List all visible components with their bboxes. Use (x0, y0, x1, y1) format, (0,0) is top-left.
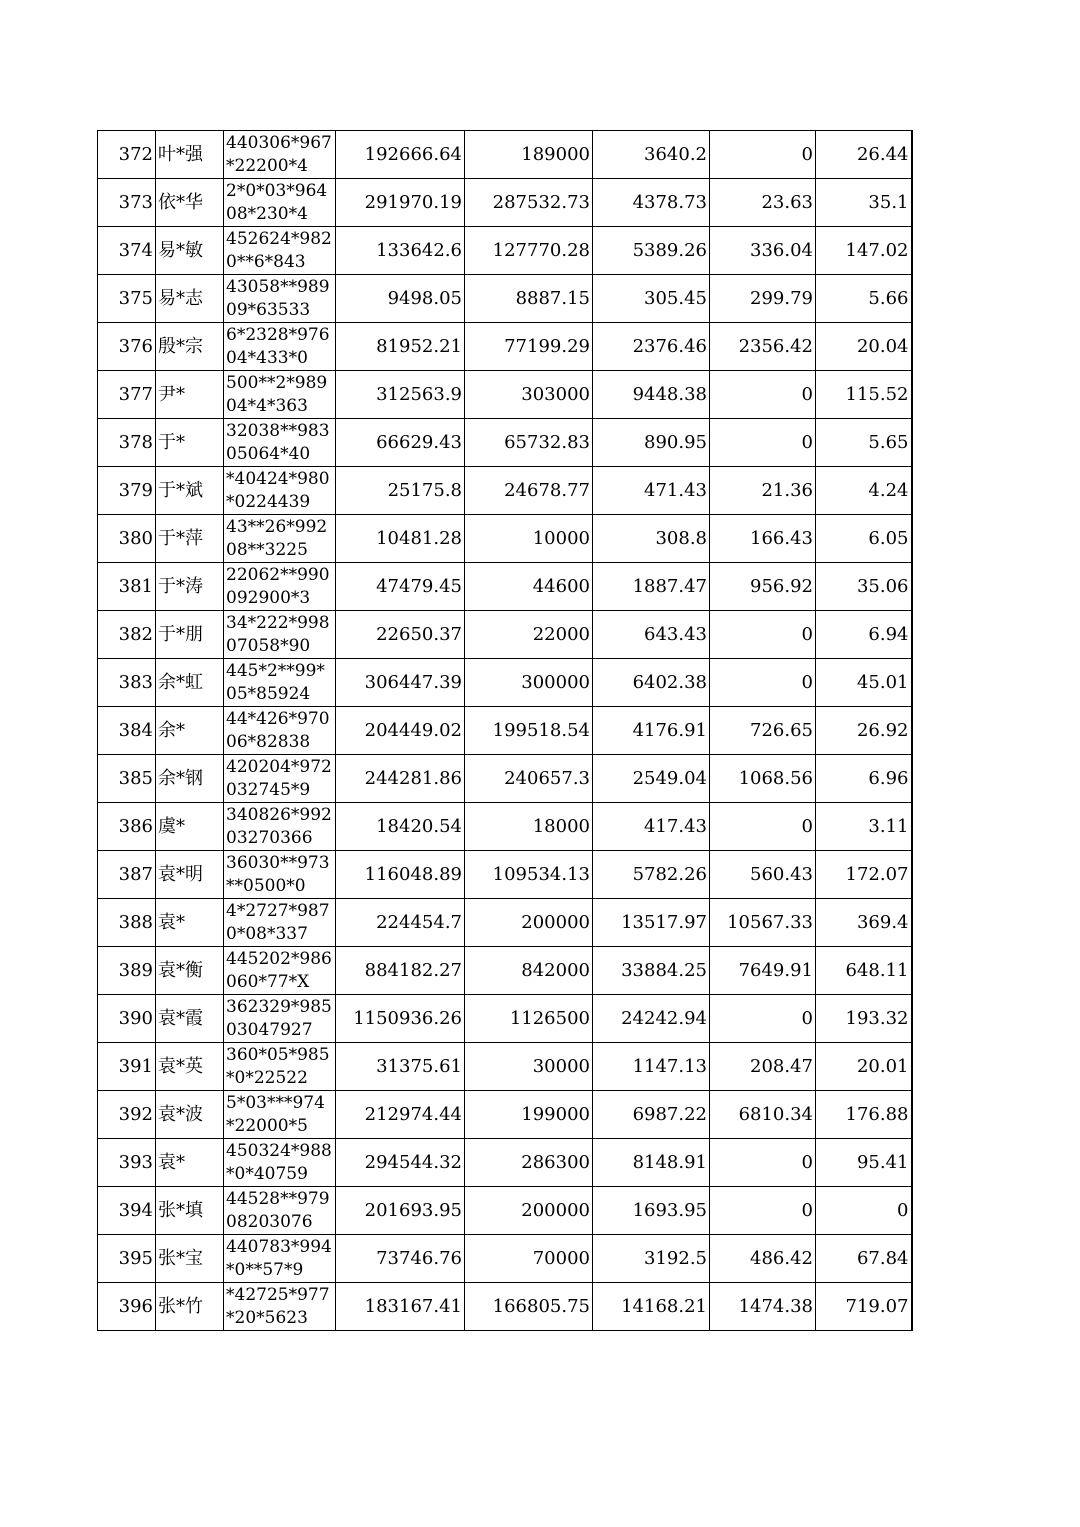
amount-total-cell: 116048.89 (336, 851, 465, 899)
amount-d-cell: 0 (710, 611, 816, 659)
amount-total-cell: 9498.05 (336, 275, 465, 323)
table-body (98, 131, 912, 1331)
name-cell: 尹* (156, 371, 224, 419)
amount-d-cell: 0 (710, 995, 816, 1043)
amount-principal-cell: 200000 (465, 1187, 593, 1235)
amount-d-cell: 6810.34 (710, 1091, 816, 1139)
id-number-cell: 2*0*03*96408*230*4 (224, 179, 336, 227)
row-number-cell: 391 (98, 1043, 156, 1091)
id-number-cell: 32038**98305064*40 (224, 419, 336, 467)
table-row (98, 371, 912, 419)
id-number-cell: 452624*9820**6*843 (224, 227, 336, 275)
data-table (97, 130, 913, 1331)
amount-total-cell: 201693.95 (336, 1187, 465, 1235)
amount-d-cell: 0 (710, 1139, 816, 1187)
amount-total-cell: 18420.54 (336, 803, 465, 851)
name-cell: 易*志 (156, 275, 224, 323)
amount-d-cell: 10567.33 (710, 899, 816, 947)
row-number-cell: 382 (98, 611, 156, 659)
row-number-cell: 386 (98, 803, 156, 851)
amount-e-cell: 176.88 (816, 1091, 912, 1139)
row-number-cell: 395 (98, 1235, 156, 1283)
table-row (98, 515, 912, 563)
amount-e-cell: 193.32 (816, 995, 912, 1043)
amount-total-cell: 73746.76 (336, 1235, 465, 1283)
id-number-cell: 44528**97908203076 (224, 1187, 336, 1235)
name-cell: 易*敏 (156, 227, 224, 275)
table-row (98, 1043, 912, 1091)
amount-e-cell: 719.07 (816, 1283, 912, 1331)
amount-total-cell: 306447.39 (336, 659, 465, 707)
amount-total-cell: 31375.61 (336, 1043, 465, 1091)
id-number-cell: 5*03***974*22000*5 (224, 1091, 336, 1139)
table-row (98, 1283, 912, 1331)
table-row (98, 803, 912, 851)
amount-d-cell: 0 (710, 131, 816, 179)
amount-d-cell: 0 (710, 803, 816, 851)
row-number-cell: 374 (98, 227, 156, 275)
table-row (98, 1235, 912, 1283)
amount-d-cell: 486.42 (710, 1235, 816, 1283)
id-number-cell: 362329*98503047927 (224, 995, 336, 1043)
amount-total-cell: 133642.6 (336, 227, 465, 275)
id-number-cell: 450324*988*0*40759 (224, 1139, 336, 1187)
name-cell: 袁* (156, 899, 224, 947)
amount-c-cell: 471.43 (593, 467, 710, 515)
id-number-cell: 420204*972032745*9 (224, 755, 336, 803)
table-row (98, 1187, 912, 1235)
table-row (98, 899, 912, 947)
amount-e-cell: 115.52 (816, 371, 912, 419)
name-cell: 张*竹 (156, 1283, 224, 1331)
amount-c-cell: 33884.25 (593, 947, 710, 995)
id-number-cell: 440783*994*0**57*9 (224, 1235, 336, 1283)
id-number-cell: 440306*967*22200*4 (224, 131, 336, 179)
row-number-cell: 376 (98, 323, 156, 371)
amount-c-cell: 1693.95 (593, 1187, 710, 1235)
id-number-cell: 360*05*985*0*22522 (224, 1043, 336, 1091)
name-cell: 虞* (156, 803, 224, 851)
amount-total-cell: 1150936.26 (336, 995, 465, 1043)
amount-c-cell: 8148.91 (593, 1139, 710, 1187)
amount-total-cell: 291970.19 (336, 179, 465, 227)
amount-d-cell: 956.92 (710, 563, 816, 611)
row-number-cell: 383 (98, 659, 156, 707)
row-number-cell: 379 (98, 467, 156, 515)
amount-e-cell: 26.92 (816, 707, 912, 755)
amount-principal-cell: 109534.13 (465, 851, 593, 899)
amount-c-cell: 1887.47 (593, 563, 710, 611)
amount-d-cell: 560.43 (710, 851, 816, 899)
amount-total-cell: 884182.27 (336, 947, 465, 995)
row-number-cell: 373 (98, 179, 156, 227)
amount-principal-cell: 44600 (465, 563, 593, 611)
amount-principal-cell: 22000 (465, 611, 593, 659)
amount-e-cell: 20.04 (816, 323, 912, 371)
amount-principal-cell: 77199.29 (465, 323, 593, 371)
amount-c-cell: 3640.2 (593, 131, 710, 179)
table-row (98, 323, 912, 371)
amount-principal-cell: 303000 (465, 371, 593, 419)
row-number-cell: 384 (98, 707, 156, 755)
amount-total-cell: 10481.28 (336, 515, 465, 563)
amount-c-cell: 5389.26 (593, 227, 710, 275)
amount-e-cell: 6.94 (816, 611, 912, 659)
amount-principal-cell: 8887.15 (465, 275, 593, 323)
amount-c-cell: 13517.97 (593, 899, 710, 947)
amount-total-cell: 183167.41 (336, 1283, 465, 1331)
amount-d-cell: 299.79 (710, 275, 816, 323)
row-number-cell: 377 (98, 371, 156, 419)
amount-principal-cell: 30000 (465, 1043, 593, 1091)
amount-total-cell: 204449.02 (336, 707, 465, 755)
amount-d-cell: 726.65 (710, 707, 816, 755)
table-row (98, 1139, 912, 1187)
id-number-cell: *42725*977*20*5623 (224, 1283, 336, 1331)
amount-e-cell: 369.4 (816, 899, 912, 947)
amount-principal-cell: 24678.77 (465, 467, 593, 515)
name-cell: 袁*波 (156, 1091, 224, 1139)
table-row (98, 851, 912, 899)
amount-c-cell: 4378.73 (593, 179, 710, 227)
amount-c-cell: 4176.91 (593, 707, 710, 755)
amount-e-cell: 5.66 (816, 275, 912, 323)
table-row (98, 659, 912, 707)
amount-d-cell: 2356.42 (710, 323, 816, 371)
amount-principal-cell: 10000 (465, 515, 593, 563)
amount-e-cell: 172.07 (816, 851, 912, 899)
amount-d-cell: 21.36 (710, 467, 816, 515)
row-number-cell: 393 (98, 1139, 156, 1187)
id-number-cell: 4*2727*9870*08*337 (224, 899, 336, 947)
row-number-cell: 387 (98, 851, 156, 899)
table-row (98, 1091, 912, 1139)
amount-d-cell: 7649.91 (710, 947, 816, 995)
amount-d-cell: 0 (710, 1187, 816, 1235)
row-number-cell: 388 (98, 899, 156, 947)
amount-total-cell: 47479.45 (336, 563, 465, 611)
amount-total-cell: 25175.8 (336, 467, 465, 515)
id-number-cell: 43058**98909*63533 (224, 275, 336, 323)
amount-c-cell: 643.43 (593, 611, 710, 659)
amount-e-cell: 648.11 (816, 947, 912, 995)
table-row (98, 419, 912, 467)
table-row (98, 611, 912, 659)
name-cell: 张*填 (156, 1187, 224, 1235)
amount-c-cell: 6987.22 (593, 1091, 710, 1139)
amount-c-cell: 14168.21 (593, 1283, 710, 1331)
id-number-cell: 44*426*97006*82838 (224, 707, 336, 755)
amount-principal-cell: 199518.54 (465, 707, 593, 755)
amount-principal-cell: 286300 (465, 1139, 593, 1187)
amount-e-cell: 147.02 (816, 227, 912, 275)
amount-e-cell: 45.01 (816, 659, 912, 707)
amount-c-cell: 2376.46 (593, 323, 710, 371)
name-cell: 殷*宗 (156, 323, 224, 371)
id-number-cell: 43**26*99208**3225 (224, 515, 336, 563)
name-cell: 于* (156, 419, 224, 467)
name-cell: 叶*强 (156, 131, 224, 179)
row-number-cell: 389 (98, 947, 156, 995)
amount-e-cell: 0 (816, 1187, 912, 1235)
id-number-cell: *40424*980*0224439 (224, 467, 336, 515)
amount-c-cell: 9448.38 (593, 371, 710, 419)
amount-d-cell: 1068.56 (710, 755, 816, 803)
name-cell: 于*斌 (156, 467, 224, 515)
table-row (98, 563, 912, 611)
amount-total-cell: 81952.21 (336, 323, 465, 371)
table-row (98, 707, 912, 755)
amount-e-cell: 5.65 (816, 419, 912, 467)
amount-c-cell: 1147.13 (593, 1043, 710, 1091)
table-row (98, 131, 912, 179)
amount-principal-cell: 65732.83 (465, 419, 593, 467)
amount-total-cell: 294544.32 (336, 1139, 465, 1187)
name-cell: 余* (156, 707, 224, 755)
amount-c-cell: 3192.5 (593, 1235, 710, 1283)
amount-e-cell: 95.41 (816, 1139, 912, 1187)
amount-principal-cell: 127770.28 (465, 227, 593, 275)
row-number-cell: 394 (98, 1187, 156, 1235)
amount-c-cell: 308.8 (593, 515, 710, 563)
amount-e-cell: 35.06 (816, 563, 912, 611)
name-cell: 余*钢 (156, 755, 224, 803)
amount-c-cell: 890.95 (593, 419, 710, 467)
amount-c-cell: 417.43 (593, 803, 710, 851)
row-number-cell: 392 (98, 1091, 156, 1139)
name-cell: 余*虹 (156, 659, 224, 707)
amount-total-cell: 66629.43 (336, 419, 465, 467)
amount-e-cell: 67.84 (816, 1235, 912, 1283)
amount-d-cell: 23.63 (710, 179, 816, 227)
name-cell: 于*涛 (156, 563, 224, 611)
amount-total-cell: 244281.86 (336, 755, 465, 803)
id-number-cell: 6*2328*97604*433*0 (224, 323, 336, 371)
table-row (98, 995, 912, 1043)
name-cell: 于*朋 (156, 611, 224, 659)
amount-c-cell: 305.45 (593, 275, 710, 323)
amount-d-cell: 0 (710, 659, 816, 707)
amount-e-cell: 6.96 (816, 755, 912, 803)
amount-total-cell: 312563.9 (336, 371, 465, 419)
id-number-cell: 445*2**99*05*85924 (224, 659, 336, 707)
amount-e-cell: 6.05 (816, 515, 912, 563)
row-number-cell: 381 (98, 563, 156, 611)
amount-principal-cell: 300000 (465, 659, 593, 707)
table-row (98, 179, 912, 227)
row-number-cell: 372 (98, 131, 156, 179)
name-cell: 袁*明 (156, 851, 224, 899)
name-cell: 依*华 (156, 179, 224, 227)
amount-principal-cell: 240657.3 (465, 755, 593, 803)
table-row (98, 227, 912, 275)
amount-d-cell: 0 (710, 371, 816, 419)
name-cell: 张*宝 (156, 1235, 224, 1283)
amount-principal-cell: 70000 (465, 1235, 593, 1283)
row-number-cell: 385 (98, 755, 156, 803)
amount-e-cell: 4.24 (816, 467, 912, 515)
amount-e-cell: 20.01 (816, 1043, 912, 1091)
amount-principal-cell: 1126500 (465, 995, 593, 1043)
id-number-cell: 500**2*98904*4*363 (224, 371, 336, 419)
amount-principal-cell: 189000 (465, 131, 593, 179)
table-row (98, 755, 912, 803)
amount-d-cell: 336.04 (710, 227, 816, 275)
amount-total-cell: 22650.37 (336, 611, 465, 659)
amount-total-cell: 212974.44 (336, 1091, 465, 1139)
amount-d-cell: 1474.38 (710, 1283, 816, 1331)
amount-principal-cell: 200000 (465, 899, 593, 947)
amount-c-cell: 2549.04 (593, 755, 710, 803)
id-number-cell: 36030**973**0500*0 (224, 851, 336, 899)
id-number-cell: 445202*986060*77*X (224, 947, 336, 995)
row-number-cell: 380 (98, 515, 156, 563)
amount-c-cell: 24242.94 (593, 995, 710, 1043)
amount-principal-cell: 287532.73 (465, 179, 593, 227)
amount-principal-cell: 842000 (465, 947, 593, 995)
amount-d-cell: 166.43 (710, 515, 816, 563)
row-number-cell: 390 (98, 995, 156, 1043)
table-row (98, 467, 912, 515)
row-number-cell: 396 (98, 1283, 156, 1331)
name-cell: 于*萍 (156, 515, 224, 563)
row-number-cell: 378 (98, 419, 156, 467)
amount-c-cell: 5782.26 (593, 851, 710, 899)
name-cell: 袁*英 (156, 1043, 224, 1091)
table-row (98, 947, 912, 995)
amount-c-cell: 6402.38 (593, 659, 710, 707)
name-cell: 袁*衡 (156, 947, 224, 995)
amount-e-cell: 26.44 (816, 131, 912, 179)
amount-principal-cell: 166805.75 (465, 1283, 593, 1331)
amount-total-cell: 192666.64 (336, 131, 465, 179)
id-number-cell: 34*222*99807058*90 (224, 611, 336, 659)
amount-principal-cell: 18000 (465, 803, 593, 851)
amount-e-cell: 3.11 (816, 803, 912, 851)
id-number-cell: 340826*99203270366 (224, 803, 336, 851)
amount-total-cell: 224454.7 (336, 899, 465, 947)
amount-e-cell: 35.1 (816, 179, 912, 227)
amount-d-cell: 208.47 (710, 1043, 816, 1091)
amount-principal-cell: 199000 (465, 1091, 593, 1139)
name-cell: 袁*霞 (156, 995, 224, 1043)
row-number-cell: 375 (98, 275, 156, 323)
name-cell: 袁* (156, 1139, 224, 1187)
amount-d-cell: 0 (710, 419, 816, 467)
id-number-cell: 22062**990092900*3 (224, 563, 336, 611)
table-row (98, 275, 912, 323)
